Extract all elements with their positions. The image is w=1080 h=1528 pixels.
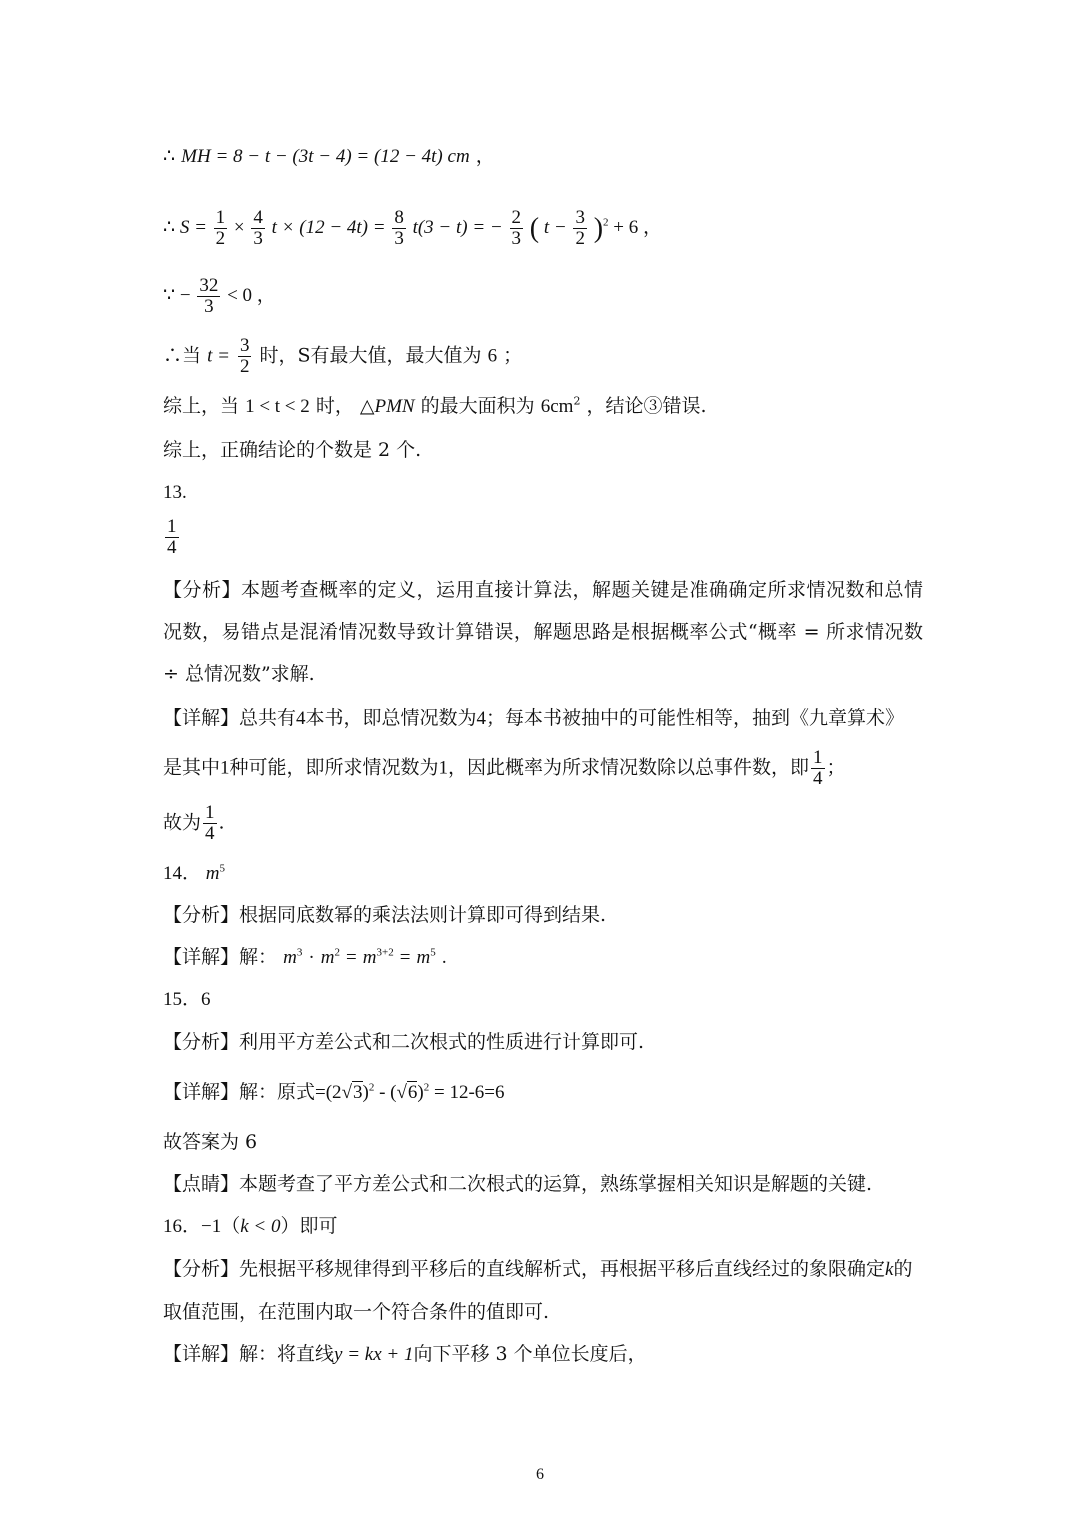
- text: 时，: [315, 395, 354, 417]
- detail-tag: 【详解】: [163, 1081, 240, 1103]
- analysis-text: 根据同底数幂的乘法法则计算即可得到结果.: [239, 904, 607, 926]
- value: 6: [487, 345, 498, 367]
- mh-expression: MH = 8 − t − (3t − 4) = (12 − 4t) cm: [181, 146, 470, 167]
- expr-part: + 6: [613, 217, 639, 238]
- text: 向下平移 3 个单位长度后，: [413, 1343, 647, 1365]
- therefore-symbol: ∴: [163, 217, 176, 238]
- punct: .: [441, 947, 447, 968]
- text: ): [362, 1082, 369, 1103]
- text: 解：原式=(2: [239, 1082, 342, 1103]
- text: 的: [893, 1258, 913, 1280]
- var: m: [283, 947, 297, 968]
- condition: 1 < t < 2: [245, 396, 310, 417]
- punct: ；: [503, 344, 523, 367]
- text: 本书，即总情况数为: [305, 707, 477, 729]
- detail-tag: 【详解】: [163, 946, 240, 968]
- q14-answer: [163, 860, 930, 889]
- q14-analysis: [163, 901, 930, 930]
- equals: =: [346, 947, 357, 968]
- exponent: 5: [430, 946, 436, 959]
- line-because: [163, 276, 930, 317]
- punct: ，: [256, 284, 276, 306]
- text: 解：: [239, 946, 278, 968]
- fraction: $\frac{8}{3}$: [394, 207, 404, 250]
- text: 综上，当: [163, 395, 240, 417]
- exponent: 2: [573, 394, 581, 408]
- fraction: $\frac{4}{3}$: [253, 207, 263, 250]
- punct: .: [218, 811, 225, 834]
- note-text: 本题考查了平方差公式和二次根式的运算，熟练掌握相关知识是解题的关键.: [239, 1173, 873, 1195]
- punct: ，: [475, 145, 495, 167]
- detail-tag: 【详解】: [163, 707, 240, 729]
- q16-number: 16．: [163, 1216, 202, 1237]
- expr-part: t −: [543, 217, 567, 238]
- var: m: [320, 947, 335, 968]
- analysis-tag: 【分析】: [163, 579, 241, 601]
- q16-analysis-2: 取值范围，在范围内取一个符合条件的值即可.: [163, 1301, 550, 1323]
- paren-close: ): [593, 213, 604, 244]
- exponent: 2: [603, 216, 609, 229]
- area-value: 6cm: [540, 396, 574, 417]
- text: 故为: [163, 811, 202, 834]
- fraction: $\frac{3}{2}$: [575, 207, 585, 250]
- condition: k < 0: [240, 1216, 281, 1237]
- radicand: 6: [407, 1082, 418, 1103]
- text: 种可能，即所求情况数为: [229, 756, 439, 779]
- therefore-symbol: ∴: [163, 145, 176, 167]
- sqrt-icon: √: [341, 1082, 352, 1103]
- fraction: $\frac{1}{4}$: [167, 516, 177, 558]
- q15-number: 15．6: [163, 989, 211, 1010]
- s-eq: S =: [179, 217, 207, 238]
- text: - (: [374, 1082, 397, 1103]
- q15-note: [163, 1170, 930, 1199]
- text: ∴当: [163, 344, 202, 367]
- radicand: 3: [353, 1082, 363, 1103]
- text: 总共有: [239, 707, 297, 729]
- line-summary-1: [163, 392, 930, 422]
- text: ）即可: [280, 1215, 338, 1237]
- line-s: [163, 208, 930, 250]
- exponent: 2: [423, 1081, 430, 1094]
- q13-analysis: [163, 569, 923, 695]
- punct: ，: [643, 217, 663, 238]
- line-summary-2: 综上，正确结论的个数是 2 个.: [163, 439, 422, 461]
- equals: =: [399, 947, 411, 968]
- q16-analysis-1: [163, 1255, 930, 1285]
- q15-analysis: [163, 1028, 930, 1057]
- line-equation: y = kx + 1: [334, 1344, 414, 1365]
- expr-part: t(3 − t) = −: [412, 217, 503, 238]
- text: ): [417, 1082, 424, 1103]
- text: ；每本书被抽中的可能性相等，抽到《九章算术》: [486, 707, 905, 729]
- expr-part: < 0: [227, 284, 253, 306]
- dot: ·: [308, 947, 315, 968]
- note-tag: 【点睛】: [163, 1173, 240, 1195]
- answer: m: [205, 863, 220, 884]
- q13-answer: [163, 517, 930, 558]
- punct: ；: [826, 756, 846, 779]
- detail-tag: 【详解】: [163, 1343, 240, 1365]
- value: 1: [438, 757, 449, 779]
- text: 解：将直线: [239, 1343, 335, 1365]
- paren-open: (: [529, 213, 540, 244]
- fraction: $\frac{1}{4}$: [813, 747, 823, 789]
- value: 1: [220, 757, 230, 779]
- text: ，结论③错误.: [586, 395, 707, 417]
- analysis-text: 利用平方差公式和二次根式的性质进行计算即可.: [239, 1031, 645, 1053]
- q13-detail-1: [163, 704, 930, 734]
- fraction: $\frac{1}{2}$: [215, 207, 226, 250]
- minus: −: [179, 284, 191, 306]
- analysis-tag: 【分析】: [163, 1031, 240, 1053]
- fraction: $\frac{1}{4}$: [205, 802, 215, 844]
- exponent: 3+2: [376, 946, 394, 959]
- answer: −1（: [201, 1216, 241, 1237]
- q13-number: 13.: [163, 482, 187, 503]
- q14-number: 14．: [163, 863, 202, 884]
- exponent: 2: [368, 1081, 375, 1094]
- text: 是其中: [163, 756, 221, 779]
- because-symbol: ∵: [163, 284, 176, 306]
- value: 4: [296, 708, 306, 729]
- value: 4: [476, 708, 487, 729]
- fraction: $\frac{32}{3}$: [199, 275, 219, 317]
- expr-part: t =: [207, 345, 230, 367]
- q13-detail-2: [163, 748, 930, 789]
- q16-answer: [163, 1212, 930, 1242]
- text: 时，S有最大值，最大值为: [259, 344, 482, 367]
- line-max: [163, 336, 930, 377]
- var: m: [416, 947, 431, 968]
- analysis-text: 本题考查概率的定义，运用直接计算法，解题关键是准确确定所求情况数和总情况数，易错点是混淆情况数导致计算错误，解题思路是根据概率公式“概率 = 所求情况数 ÷ 总情况数”求解.: [163, 579, 923, 685]
- sqrt-icon: √: [396, 1082, 407, 1103]
- fraction: $\frac{3}{2}$: [239, 335, 250, 377]
- fraction: $\frac{2}{3}$: [511, 207, 522, 250]
- var: k: [885, 1259, 894, 1280]
- triangle-label: △PMN: [359, 396, 415, 417]
- expr-part: t × (12 − 4t) =: [271, 217, 386, 238]
- q16-detail: [163, 1340, 930, 1370]
- text: 先根据平移规律得到平移后的直线解析式，再根据平移后直线经过的象限确定: [239, 1258, 886, 1280]
- q15-answer-line: 故答案为 6: [163, 1131, 258, 1153]
- page-number: 6: [536, 1466, 544, 1483]
- exponent: 2: [334, 946, 340, 959]
- line-mh: [163, 142, 930, 172]
- exponent: 5: [219, 862, 225, 875]
- q13-conclusion: [163, 803, 930, 844]
- times-symbol: ×: [233, 217, 245, 238]
- text: ，因此概率为所求情况数除以总事件数，即: [448, 756, 810, 779]
- q14-detail: [163, 943, 930, 973]
- analysis-tag: 【分析】: [163, 1258, 240, 1280]
- text: 的最大面积为: [420, 395, 535, 417]
- q15-detail: [163, 1078, 930, 1108]
- exponent: 3: [296, 946, 303, 959]
- analysis-tag: 【分析】: [163, 904, 240, 926]
- text: = 12-6=6: [429, 1082, 505, 1103]
- var: m: [362, 947, 377, 968]
